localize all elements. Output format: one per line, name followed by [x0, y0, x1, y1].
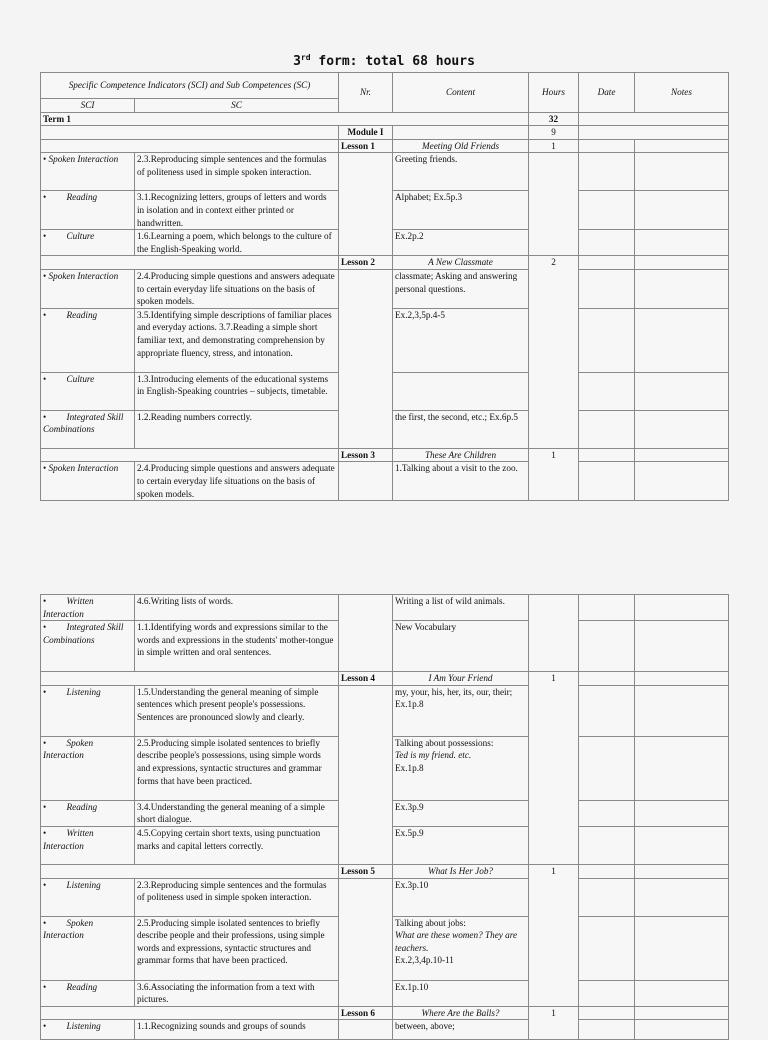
- content-cell: Ex.3p.10: [393, 878, 529, 916]
- table-row: [41, 685, 729, 736]
- sc-cell: 1.5.Understanding the general meaning of simple sentences which present people's possessions. Sentences are pronounced slowly and clearly.: [135, 685, 339, 736]
- sc-cell: 1.1.Identifying words and expressions similar to the words and expressions in the students' mother-tongue in simple written and oral sentences.: [135, 621, 339, 672]
- lesson-3-title: These Are Children: [393, 448, 529, 462]
- sci-cell: • Written Interaction: [41, 826, 135, 864]
- content-cell: between, above;: [393, 1020, 529, 1040]
- content-cell: Talking about jobs: What are these women? They are teachers. Ex.2,3,4p.10-11: [393, 916, 529, 980]
- lesson-1-title: Meeting Old Friends: [393, 139, 529, 153]
- module-label: Module I: [339, 126, 393, 140]
- sc-cell: 3.5.Identifying simple descriptions of familiar places and everyday actions. 3.7.Reading a simple short familiar text, and demonstrating comprehension by appropriate fluency, stress, and intonation.: [135, 308, 339, 372]
- lesson-6-title: Where Are the Balls?: [393, 1006, 529, 1020]
- curriculum-table-bottom: [40, 594, 729, 1040]
- lesson-2-hours: 2: [529, 256, 579, 448]
- content-cell: [393, 372, 529, 410]
- sc-cell: 3.1.Recognizing letters, groups of letters and words in isolation and in context either printed or handwritten.: [135, 191, 339, 230]
- content-cell: Ex.2p.2: [393, 230, 529, 256]
- content-cell: Writing a list of wild animals.: [393, 595, 529, 621]
- sci-cell: • Reading: [41, 800, 135, 826]
- sc-cell: 3.6.Associating the information from a text with pictures.: [135, 980, 339, 1006]
- lesson-5-nr: Lesson 5: [339, 864, 393, 878]
- content-cell: Talking about possessions: Ted is my friend. etc. Ex.1p.8: [393, 736, 529, 800]
- lesson-1-nr: Lesson 1: [339, 139, 393, 153]
- sc-cell: 2.5.Producing simple isolated sentences to briefly describe people and their professions, using simple words and expressions, syntactic structures and grammar forms that have been practiced.: [135, 916, 339, 980]
- sci-cell: • Spoken Interaction: [41, 462, 135, 501]
- sc-cell: 4.5.Copying certain short texts, using punctuation marks and capital letters correctly.: [135, 826, 339, 864]
- page-title: 3rd form: total 68 hours: [293, 53, 475, 69]
- term-label: Term 1: [41, 112, 529, 126]
- sci-cell: • Written Interaction: [41, 595, 135, 621]
- sci-cell: • Spoken Interaction: [41, 916, 135, 980]
- header-date: Date: [579, 73, 635, 113]
- sc-cell: 1.2.Reading numbers correctly.: [135, 410, 339, 448]
- term-hours: 32: [529, 112, 579, 126]
- sci-cell: • Integrated Skill Combinations: [41, 621, 135, 672]
- sc-cell: 2.5.Producing simple isolated sentences to briefly describe people's possessions, using simple words and expressions, syntactic structures and grammar forms that have been practiced.: [135, 736, 339, 800]
- sc-cell: 1.3.Introducing elements of the educational systems in English-Speaking countries – subjects, timetable.: [135, 372, 339, 410]
- sci-cell: • Reading: [41, 980, 135, 1006]
- sci-cell: • Reading: [41, 308, 135, 372]
- sc-cell: 2.3.Reproducing simple sentences and the formulas of politeness used in simple spoken interaction.: [135, 878, 339, 916]
- lesson-4-nr: Lesson 4: [339, 672, 393, 686]
- lesson-1-hours: 1: [529, 139, 579, 153]
- content-cell: Ex.5p.9: [393, 826, 529, 864]
- sci-cell: • Integrated Skill Combinations: [41, 410, 135, 448]
- sci-cell: • Spoken Interaction: [41, 269, 135, 308]
- lesson-5-title: What Is Her Job?: [393, 864, 529, 878]
- sc-cell: 2.3.Reproducing simple sentences and the formulas of politeness used in simple spoken interaction.: [135, 153, 339, 191]
- sci-cell: • Listening: [41, 685, 135, 736]
- content-cell: my, your, his, her, its, our, their; Ex.1p.8: [393, 685, 529, 736]
- sc-cell: 2.4.Producing simple questions and answers adequate to certain everyday life situations on the basis of spoken models.: [135, 269, 339, 308]
- header-content: Content: [393, 73, 529, 113]
- sci-cell: • Culture: [41, 230, 135, 256]
- sci-cell: • Reading: [41, 191, 135, 230]
- lesson-6-nr: Lesson 6: [339, 1006, 393, 1020]
- curriculum-table-top: [40, 72, 729, 501]
- content-cell: classmate; Asking and answering personal questions.: [393, 269, 529, 308]
- content-cell: Ex.3p.9: [393, 800, 529, 826]
- header-notes: Notes: [635, 73, 729, 113]
- sc-cell: 2.4.Producing simple questions and answers adequate to certain everyday life situations on the basis of spoken models.: [135, 462, 339, 501]
- sc-cell: 3.4.Understanding the general meaning of a simple short dialogue.: [135, 800, 339, 826]
- lesson-2-nr: Lesson 2: [339, 256, 393, 270]
- table-row: [41, 595, 729, 621]
- content-cell: Alphabet; Ex.5p.3: [393, 191, 529, 230]
- lesson-3-nr: Lesson 3: [339, 448, 393, 462]
- sci-cell: • Listening: [41, 878, 135, 916]
- content-cell: Greeting friends.: [393, 153, 529, 191]
- lesson-3-hours: 1: [529, 448, 579, 500]
- module-hours: 9: [529, 126, 579, 140]
- table-row: [41, 878, 729, 916]
- sci-cell: • Culture: [41, 372, 135, 410]
- header-sc: SC: [135, 99, 339, 113]
- table-row: [41, 1020, 729, 1040]
- table-row: [41, 462, 729, 501]
- sci-cell: • Spoken Interaction: [41, 736, 135, 800]
- sc-cell: 4.6.Writing lists of words.: [135, 595, 339, 621]
- sc-cell: 1.1.Recognizing sounds and groups of sounds: [135, 1020, 339, 1040]
- table-row: [41, 153, 729, 191]
- header-hours: Hours: [529, 73, 579, 113]
- content-cell: the first, the second, etc.; Ex.6p.5: [393, 410, 529, 448]
- sc-cell: 1.6.Learning a poem, which belongs to the culture of the English-Speaking world.: [135, 230, 339, 256]
- lesson-4-hours: 1: [529, 672, 579, 865]
- content-cell: Ex.2,3,5p.4-5: [393, 308, 529, 372]
- lesson-6-hours: 1: [529, 1006, 579, 1040]
- header-nr: Nr.: [339, 73, 393, 113]
- content-cell: New Vocabulary: [393, 621, 529, 672]
- sci-cell: • Listening: [41, 1020, 135, 1040]
- header-sci: SCI: [41, 99, 135, 113]
- lesson-5-hours: 1: [529, 864, 579, 1006]
- lesson-2-title: A New Classmate: [393, 256, 529, 270]
- sci-cell: • Spoken Interaction: [41, 153, 135, 191]
- content-cell: 1.Talking about a visit to the zoo.: [393, 462, 529, 501]
- lesson-4-title: I Am Your Friend: [393, 672, 529, 686]
- content-cell: Ex.1p.10: [393, 980, 529, 1006]
- header-sci-sc: Specific Competence Indicators (SCI) and Sub Competences (SC): [41, 73, 339, 99]
- table-row: [41, 269, 729, 308]
